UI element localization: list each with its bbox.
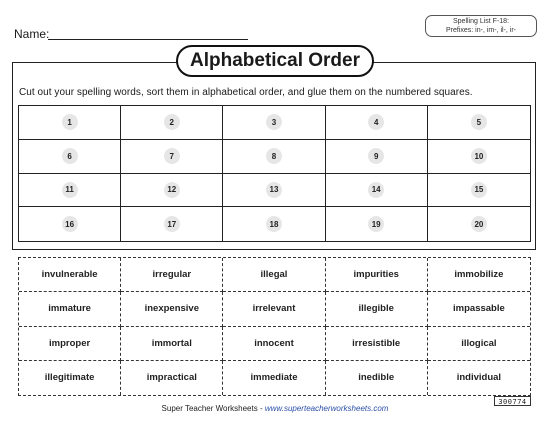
spelling-list-id: Spelling List F-18: (452, 18, 510, 25)
numbered-square[interactable] (121, 174, 223, 208)
word-card[interactable]: inedible (326, 361, 428, 395)
square-number: 10 (471, 148, 487, 164)
word-card[interactable]: irregular (121, 258, 223, 292)
word-card[interactable]: impractical (121, 361, 223, 395)
word-cutout-grid (18, 257, 531, 396)
square-number: 14 (368, 182, 384, 198)
square-number: 2 (164, 114, 180, 130)
square-number: 15 (471, 182, 487, 198)
word-card[interactable]: invulnerable (19, 258, 121, 292)
instructions-text: Cut out your spelling words, sort them in alphabetical order, and glue them on the numbered squares. (19, 87, 473, 98)
spelling-list-prefixes: Prefixes: in-, im-, il-, ir- (446, 26, 516, 34)
word-card[interactable]: immortal (121, 327, 223, 361)
name-write-line[interactable] (48, 39, 248, 40)
numbered-square[interactable] (428, 140, 530, 174)
square-number: 20 (471, 216, 487, 232)
word-card[interactable]: improper (19, 327, 121, 361)
numbered-square[interactable] (326, 140, 428, 174)
footer-separator: - (257, 404, 265, 413)
square-number: 19 (368, 216, 384, 232)
numbered-square[interactable] (223, 106, 325, 140)
name-label: Name: (14, 27, 50, 41)
numbered-square[interactable] (121, 140, 223, 174)
word-card[interactable]: individual (456, 372, 502, 384)
numbered-square[interactable] (326, 207, 428, 241)
page-title: Alphabetical Order (176, 45, 374, 77)
square-number: 16 (62, 216, 78, 232)
square-number: 6 (62, 148, 78, 164)
numbered-square[interactable] (19, 174, 121, 208)
square-number: 7 (164, 148, 180, 164)
word-card[interactable]: illegitimate (19, 361, 121, 395)
worksheet-code: 300774 (494, 396, 531, 406)
square-number: 8 (266, 148, 282, 164)
footer-site-link[interactable]: www.superteacherworksheets.com (264, 404, 389, 413)
square-number: 5 (471, 114, 487, 130)
word-card[interactable]: impurities (326, 258, 428, 292)
numbered-square[interactable] (223, 207, 325, 241)
numbered-square[interactable] (326, 106, 428, 140)
spelling-list-badge (425, 15, 537, 37)
footer-brand: Super Teacher Worksheets (161, 404, 258, 413)
square-number: 11 (62, 182, 78, 198)
numbered-square[interactable] (121, 207, 223, 241)
footer (0, 404, 550, 413)
numbered-square[interactable] (19, 106, 121, 140)
word-card[interactable]: immediate (223, 361, 325, 395)
word-card[interactable]: impassable (428, 292, 530, 326)
word-card[interactable]: innocent (223, 327, 325, 361)
word-card[interactable]: immature (19, 292, 121, 326)
square-number: 17 (164, 216, 180, 232)
numbered-square[interactable] (223, 140, 325, 174)
word-card[interactable]: illogical (428, 327, 530, 361)
numbered-square[interactable] (19, 207, 121, 241)
numbered-squares-grid (18, 105, 531, 242)
square-number: 12 (164, 182, 180, 198)
numbered-square[interactable] (428, 106, 530, 140)
square-number: 18 (266, 216, 282, 232)
word-card[interactable]: irrelevant (223, 292, 325, 326)
word-card[interactable]: irresistible (326, 327, 428, 361)
word-card[interactable]: illegible (326, 292, 428, 326)
word-card[interactable]: immobilize (428, 258, 530, 292)
square-number: 1 (62, 114, 78, 130)
word-card[interactable]: illegal (223, 258, 325, 292)
square-number: 4 (368, 114, 384, 130)
numbered-square[interactable] (326, 174, 428, 208)
numbered-square[interactable] (428, 207, 530, 241)
numbered-square[interactable] (223, 174, 325, 208)
numbered-square[interactable] (19, 140, 121, 174)
numbered-square[interactable] (428, 174, 530, 208)
square-number: 3 (266, 114, 282, 130)
square-number: 9 (368, 148, 384, 164)
numbered-square[interactable] (121, 106, 223, 140)
square-number: 13 (266, 182, 282, 198)
word-card[interactable]: inexpensive (121, 292, 223, 326)
